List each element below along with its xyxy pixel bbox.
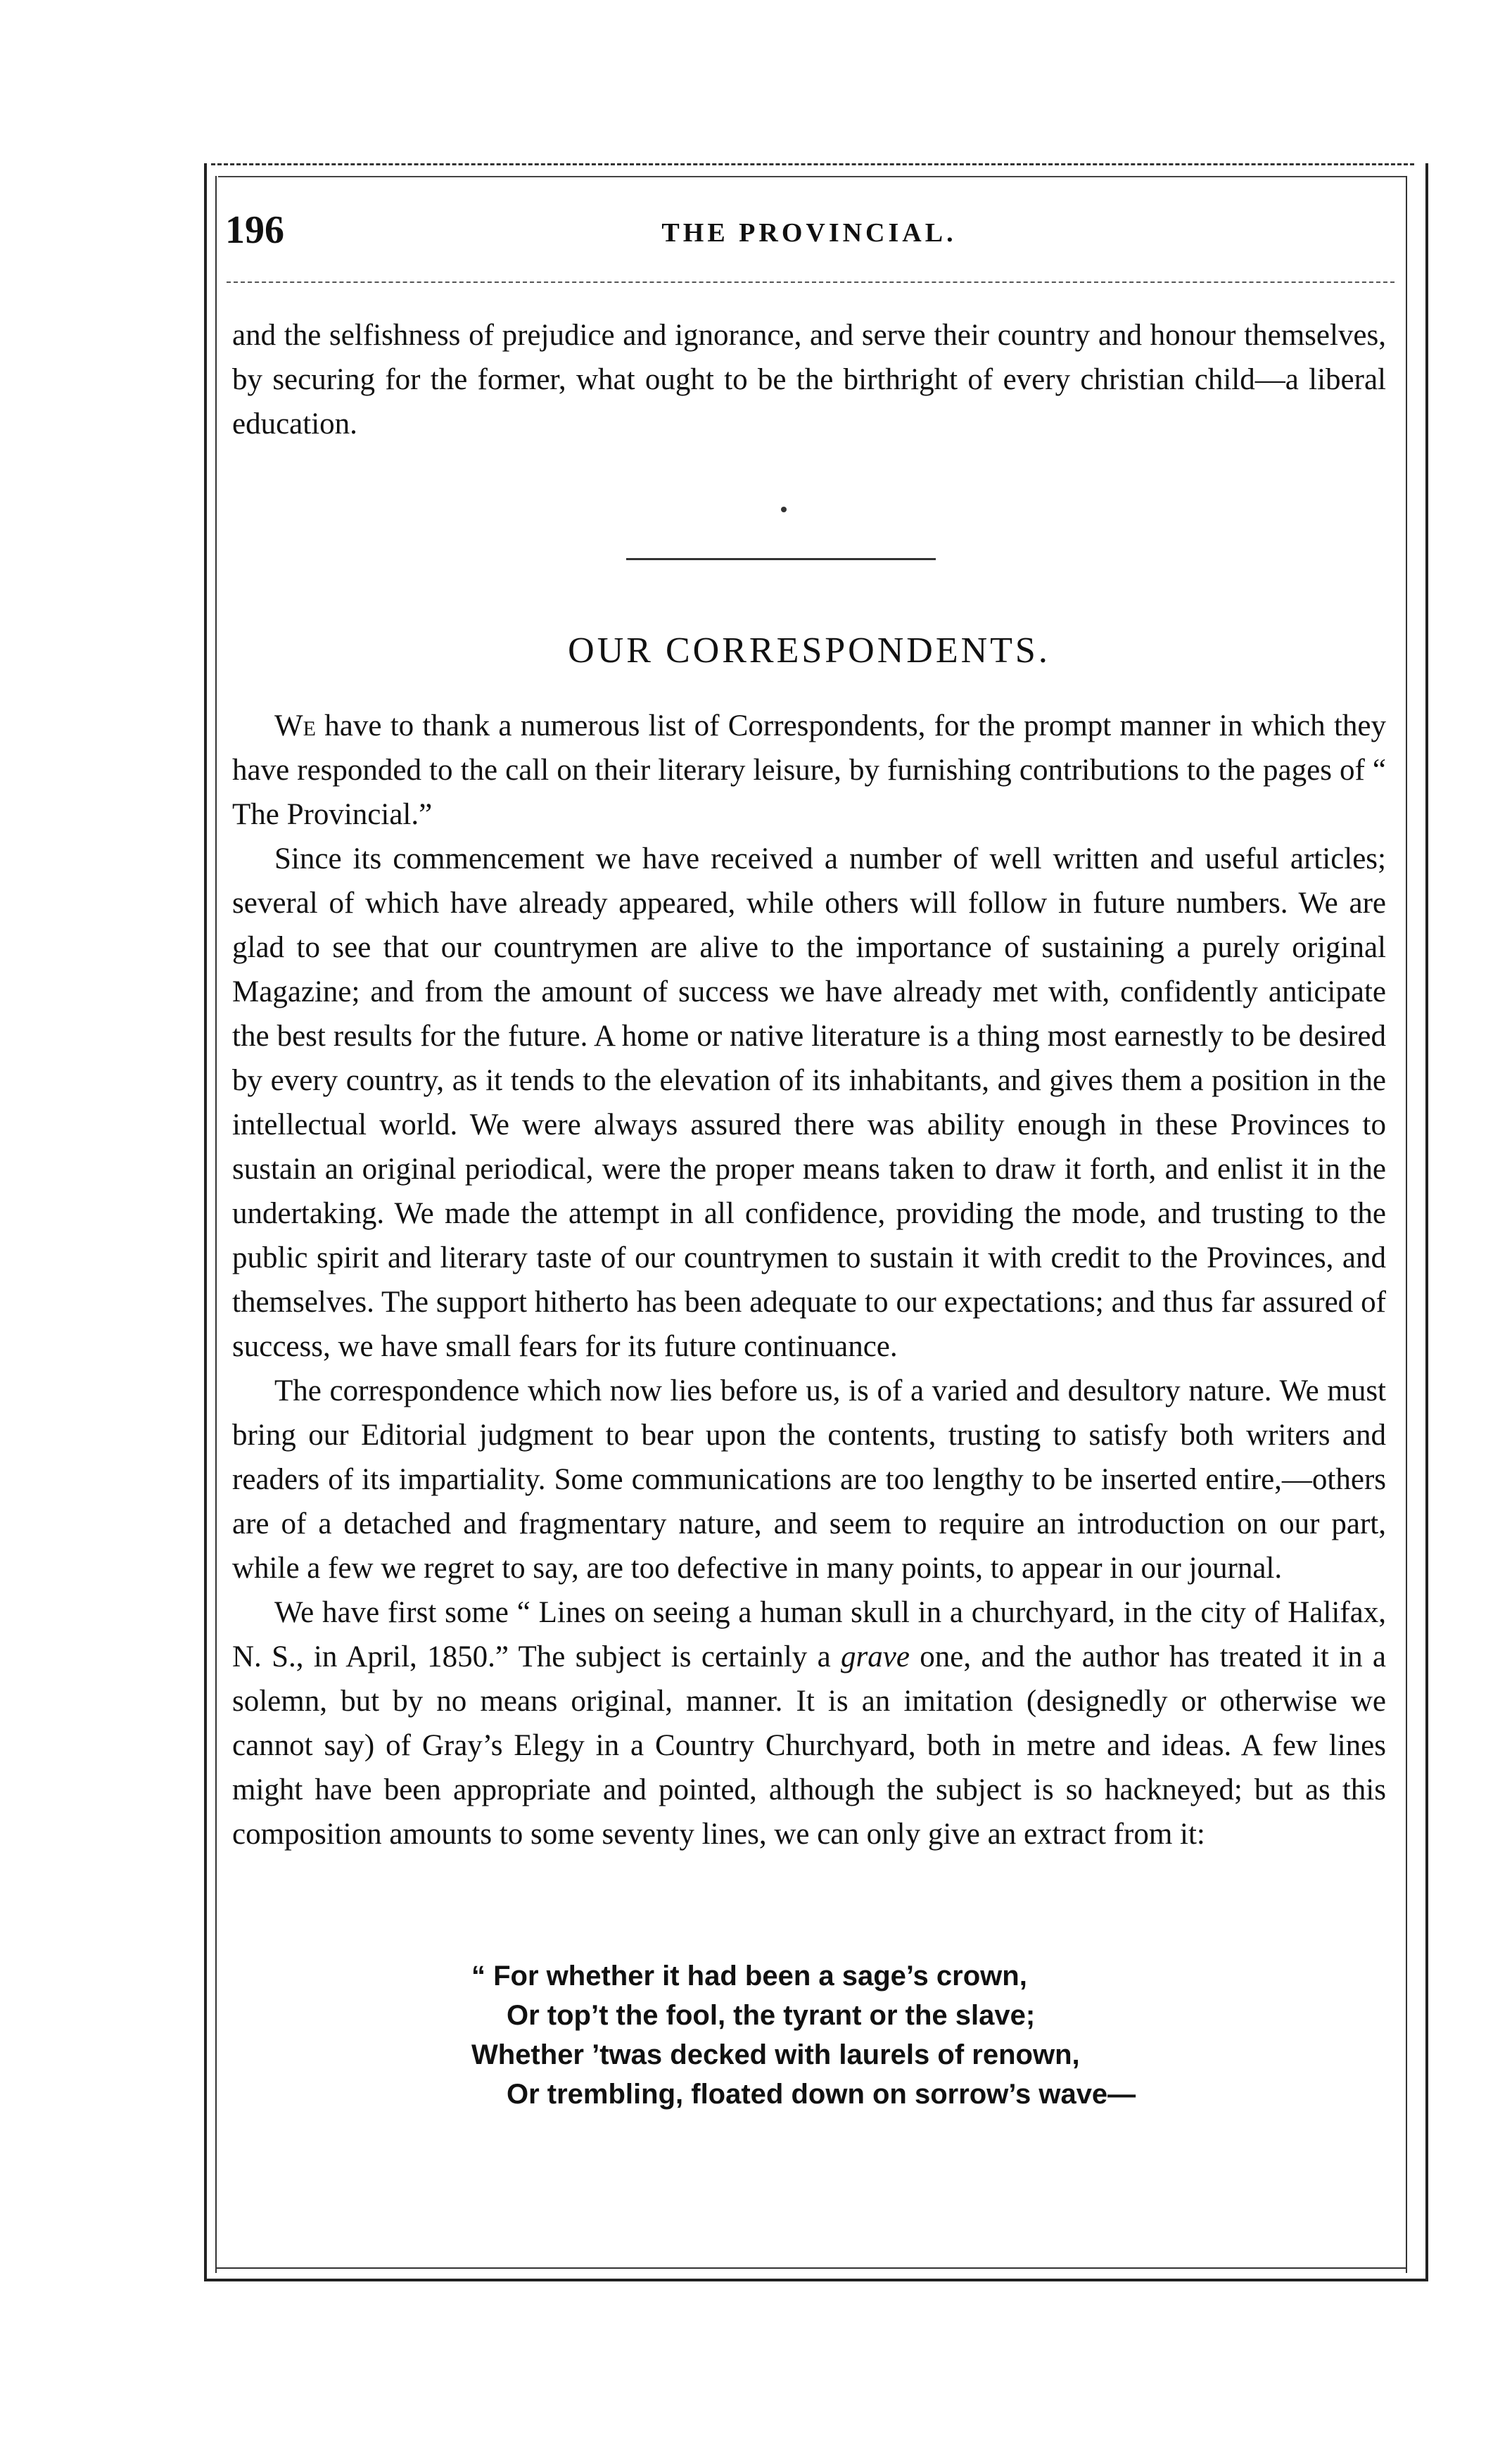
inner-frame-right-rule — [1406, 176, 1407, 2273]
poem-line: Whether ’twas decked with laurels of renown, — [471, 2039, 1080, 2070]
section-divider — [626, 558, 936, 560]
poem-line: Or trembling, floated down on sorrow’s wave— — [507, 2079, 1136, 2110]
paragraph-3: The correspondence which now lies before us, is of a varied and desultory nature. We must bring our Editorial judgment to bear upon the contents, trusting to satisfy both writers and readers of its impartiality. Some communications are too lengthy to be inserted entire,—others are of a detached and fragmentary nature, and seem to require an introduction on our part, while a few we regret to say, are too defective in many points, to appear in our journal. — [232, 1374, 1386, 1585]
running-title: THE PROVINCIAL. — [661, 218, 957, 248]
page-number: 196 — [225, 208, 284, 252]
paragraph-1-text: have to thank a numerous list of Correspondents, for the prompt manner in which they have responded to the call on their literary leisure, by furnishing contributions to the pages of “ The Provincial.” — [232, 709, 1386, 831]
opening-paragraph-text: and the selfishness of prejudice and ignorance, and serve their country and honour themselves, by securing for the former, what ought to be the birthright of every christian child—a liberal education. — [232, 319, 1386, 441]
paragraph-1 — [232, 704, 1386, 837]
poem-line: Or top’t the fool, the tyrant or the slave; — [507, 2000, 1036, 2031]
opening-paragraph — [232, 313, 1386, 446]
paragraph-4-emphasis: grave — [841, 1640, 910, 1673]
poem-line: “ For whether it had been a sage’s crown, — [471, 1961, 1027, 1992]
section-heading: OUR CORRESPONDENTS. — [568, 631, 1050, 671]
paragraph-4 — [232, 1590, 1386, 1856]
bottom-rule — [215, 2267, 1406, 2269]
article-body — [232, 704, 1386, 1856]
paragraph-4-text-a: We have first some “ Lines on seeing a human skull in a churchyard, in the city of Halifax, N. S., in April, 1850.” The subject is certainly a — [232, 1596, 1386, 1673]
paragraph-1-lead: We — [274, 709, 316, 742]
ornament-dot — [781, 507, 787, 512]
paragraph-4-text-b: one, and the author has treated it in a solemn, but by no means original, manner. It is an imitation (designedly or otherwise we cannot say) of Gray’s Elegy in a Country Churchyard, both in metre and ideas. A few lines might have been appropriate and pointed, although the subject is so hackneyed; but as this composition amounts to some seventy lines, we can only give an extract from it: — [232, 1640, 1386, 1851]
poem-extract — [471, 1956, 1136, 2114]
page-header — [225, 208, 1393, 264]
paragraph-2: Since its commencement we have received a number of well written and useful articles; several of which have already appeared, while others will follow in future numbers. We are glad to see that our countrymen are alive to the importance of sustaining a purely original Magazine; and from the amount of success we have already met with, confidently anticipate the best results for the future. A home or native literature is a thing most earnestly to be desired by every country, as it tends to the elevation of its inhabitants, and gives them a position in the intellectual world. We were always assured there was ability enough in these Provinces to sustain an original periodical, were the proper means taken to draw it forth, and enlist it in the undertaking. We made the attempt in all confidence, providing the mode, and trusting to the public spirit and literary taste of our countrymen to sustain it with credit to the Provinces, and themselves. The support hitherto has been adequate to our expectations; and thus far assured of success, we have small fears for its future continuance. — [232, 842, 1386, 1363]
header-rule — [227, 281, 1395, 283]
inner-frame-left-rule — [215, 176, 217, 2273]
